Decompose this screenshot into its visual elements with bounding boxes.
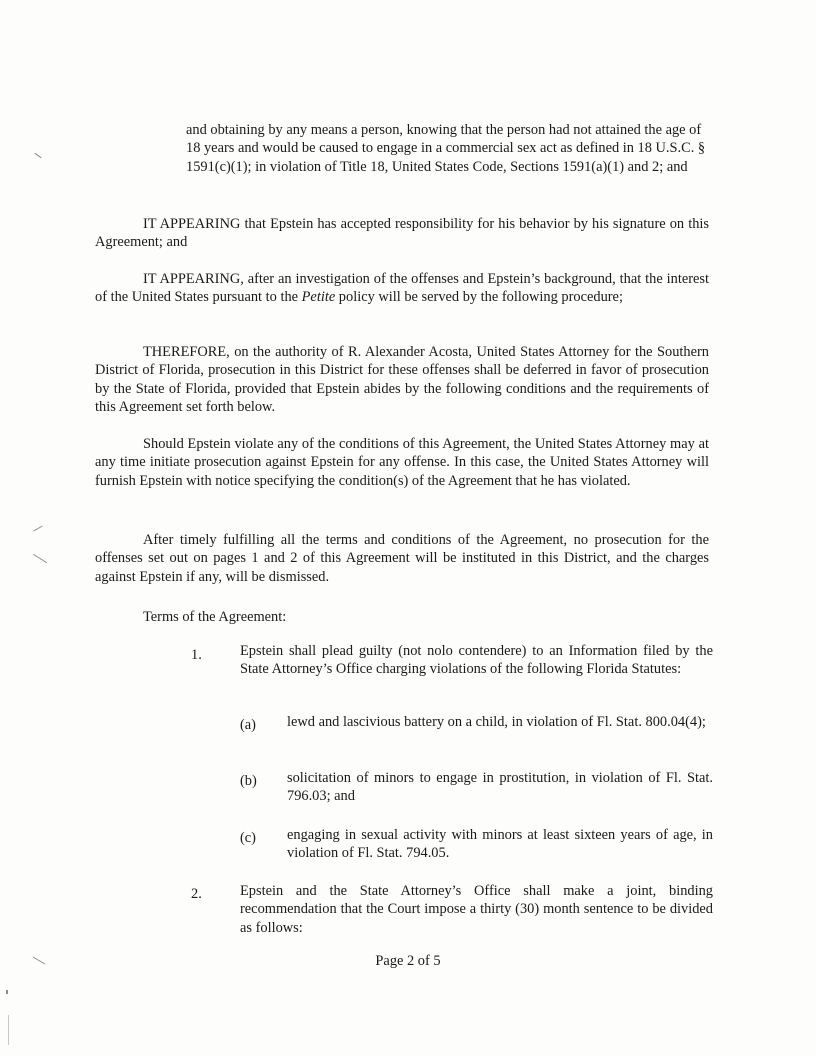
investigation-paragraph	[95, 270, 709, 307]
terms-heading: Terms of the Agreement:	[143, 609, 287, 625]
subitem-text: solicitation of minors to engage in prostitution, in violation of Fl. Stat. 796.03; and	[287, 770, 713, 805]
continuation-paragraph: and obtaining by any means a person, knowing that the person had not attained the age of 18 years and would be caused to engage in a commercial sex act as defined in 18 U.S.C. § 1591(c)(1); in violation of Title 18, United States Code, Sections 1591(a)(1) and 2; and	[186, 122, 706, 175]
scan-mark	[8, 1015, 9, 1045]
term-number: 1.	[191, 647, 202, 663]
subitem-text: lewd and lascivious battery on a child, in violation of Fl. Stat. 800.04(4);	[287, 714, 706, 730]
investigation-text-start: IT APPEARING, after an investigation of the offenses and Epstein’s background, that the interest of the United States pursuant to the	[95, 271, 709, 306]
scan-mark	[33, 554, 47, 563]
fulfillment-paragraph: After timely fulfilling all the terms and conditions of the Agreement, no prosecution for the offenses set out on pages 1 and 2 of this Agreement will be instituted in this District, and the charges against Epstein if any, will be dismissed.	[95, 532, 709, 585]
term-text: Epstein shall plead guilty (not nolo contendere) to an Information filed by the State Attorney’s Office charging violations of the following Florida Statutes:	[240, 643, 713, 678]
page-footer: Page 2 of 5	[375, 953, 441, 969]
subitem-label: (b)	[240, 773, 257, 789]
therefore-paragraph: THEREFORE, on the authority of R. Alexander Acosta, United States Attorney for the Southern District of Florida, prosecution in this District for these offenses shall be deferred in favor of prosecution by the State of Florida, provided that Epstein abides by the following conditions and the requirements of this Agreement set forth below.	[95, 344, 709, 415]
subitem-label: (a)	[240, 717, 256, 733]
subitem-label: (c)	[240, 830, 256, 846]
responsibility-paragraph: IT APPEARING that Epstein has accepted responsibility for his behavior by his signature on this Agreement; and	[95, 216, 709, 251]
petite-policy-term: Petite	[301, 289, 336, 306]
subitem-text: engaging in sexual activity with minors at least sixteen years of age, in violation of Fl. Stat. 794.05.	[287, 827, 713, 862]
term-text: Epstein and the State Attorney’s Office shall make a joint, binding recommendation that the Court impose a thirty (30) month sentence to be divided as follows:	[240, 883, 713, 936]
term-number: 2.	[191, 886, 202, 902]
scan-mark	[34, 153, 41, 158]
scan-mark	[33, 526, 42, 532]
scan-mark	[6, 990, 8, 994]
investigation-text-end: policy will be served by the following procedure;	[335, 289, 623, 306]
violation-paragraph: Should Epstein violate any of the conditions of this Agreement, the United States Attorney may at any time initiate prosecution against Epstein for any offense. In this case, the United States Attorney will furnish Epstein with notice specifying the condition(s) of the Agreement that he has violated.	[95, 436, 709, 489]
